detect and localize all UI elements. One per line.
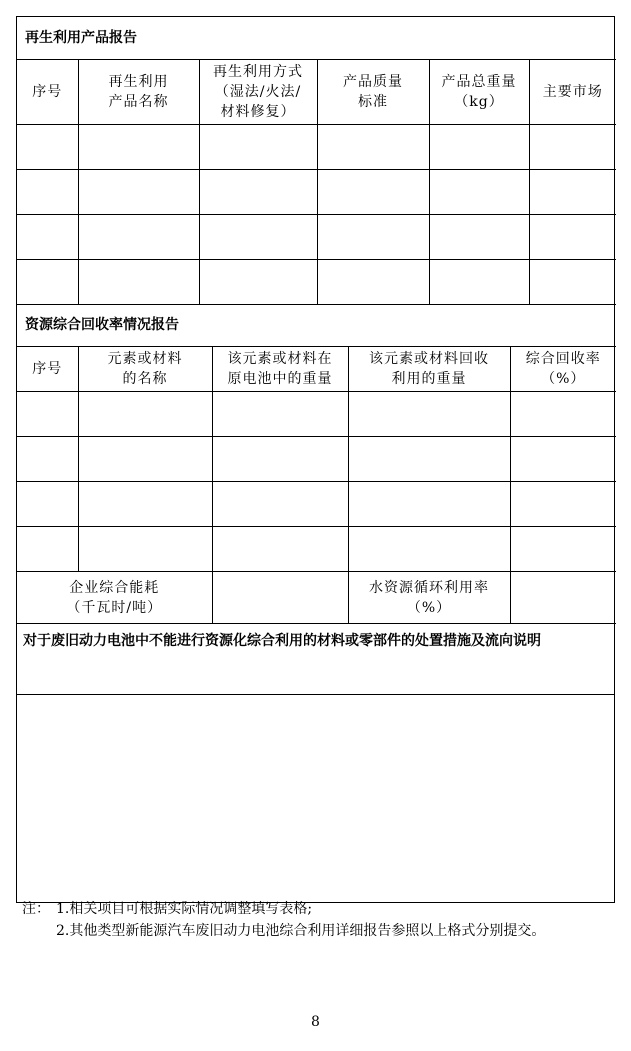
table-cell[interactable] [429,124,529,169]
table-cell[interactable] [317,169,429,214]
table-row [17,124,616,169]
table-cell[interactable] [17,392,78,437]
note-item: 1.相关项目可根据实际情况调整填写表格; [56,901,313,917]
disposal-content-area[interactable] [17,694,614,902]
table-cell[interactable] [510,392,616,437]
table-cell[interactable] [17,214,78,259]
header-main-market: 主要市场 [529,59,616,124]
table-cell[interactable] [17,437,78,482]
page-number: 8 [311,1014,320,1030]
recycled-products-table [17,17,616,305]
table-cell[interactable] [510,437,616,482]
water-recycling-label: 水资源循环利用率 （%） [348,572,510,624]
table-cell[interactable] [78,214,199,259]
table-cell[interactable] [17,527,78,572]
table-cell[interactable] [529,259,616,304]
table-cell[interactable] [199,169,317,214]
report-form [16,16,615,903]
table-row [17,437,616,482]
table-cell[interactable] [317,124,429,169]
section1-title: 再生利用产品报告 [17,17,616,59]
table-cell[interactable] [78,527,212,572]
header-index: 序号 [17,347,78,392]
table-cell[interactable] [510,482,616,527]
table-row [17,259,616,304]
header-index: 序号 [17,59,78,124]
header-recycle-method: 再生利用方式 （湿法/火法/ 材料修复） [199,59,317,124]
header-product-name: 再生利用 产品名称 [78,59,199,124]
note-item: 2.其他类型新能源汽车废旧动力电池综合利用详细报告参照以上格式分别提交。 [56,923,546,939]
table-cell[interactable] [212,482,348,527]
table-cell[interactable] [212,392,348,437]
table-cell[interactable] [199,259,317,304]
table-cell[interactable] [429,169,529,214]
section2-header-row [17,347,616,392]
water-recycling-value[interactable] [510,572,616,624]
table-row [17,482,616,527]
recovery-rate-table [17,305,616,625]
table-cell[interactable] [17,259,78,304]
table-cell[interactable] [78,482,212,527]
table-cell[interactable] [17,482,78,527]
table-cell[interactable] [199,214,317,259]
notes [22,898,614,942]
table-cell[interactable] [17,169,78,214]
header-total-weight: 产品总重量 （kg） [429,59,529,124]
table-cell[interactable] [348,482,510,527]
table-cell[interactable] [78,437,212,482]
table-cell[interactable] [529,169,616,214]
table-cell[interactable] [429,259,529,304]
header-quality-standard: 产品质量 标准 [317,59,429,124]
header-original-weight: 该元素或材料在 原电池中的重量 [212,347,348,392]
notes-label: 注： [22,901,50,917]
table-cell[interactable] [529,214,616,259]
table-cell[interactable] [348,527,510,572]
table-cell[interactable] [78,169,199,214]
table-row [17,527,616,572]
header-recovery-rate: 综合回收率 （%） [510,347,616,392]
table-cell[interactable] [78,259,199,304]
disposal-table [17,624,614,902]
header-recycled-weight: 该元素或材料回收 利用的重量 [348,347,510,392]
table-cell[interactable] [317,259,429,304]
table-row [17,392,616,437]
table-cell[interactable] [212,527,348,572]
table-cell[interactable] [199,124,317,169]
energy-water-row [17,572,616,624]
header-material-name: 元素或材料 的名称 [78,347,212,392]
table-cell[interactable] [78,392,212,437]
table-cell[interactable] [529,124,616,169]
section1-header-row [17,59,616,124]
energy-consumption-label: 企业综合能耗 （千瓦时/吨） [17,572,212,624]
table-row [17,169,616,214]
table-cell[interactable] [348,437,510,482]
table-cell[interactable] [510,527,616,572]
section2-title: 资源综合回收率情况报告 [17,305,616,347]
table-cell[interactable] [429,214,529,259]
table-cell[interactable] [78,124,199,169]
table-row [17,214,616,259]
table-cell[interactable] [348,392,510,437]
disposal-title: 对于废旧动力电池中不能进行资源化综合利用的材料或零部件的处置措施及流向说明 [17,624,614,694]
energy-consumption-value[interactable] [212,572,348,624]
table-cell[interactable] [17,124,78,169]
table-cell[interactable] [317,214,429,259]
table-cell[interactable] [212,437,348,482]
